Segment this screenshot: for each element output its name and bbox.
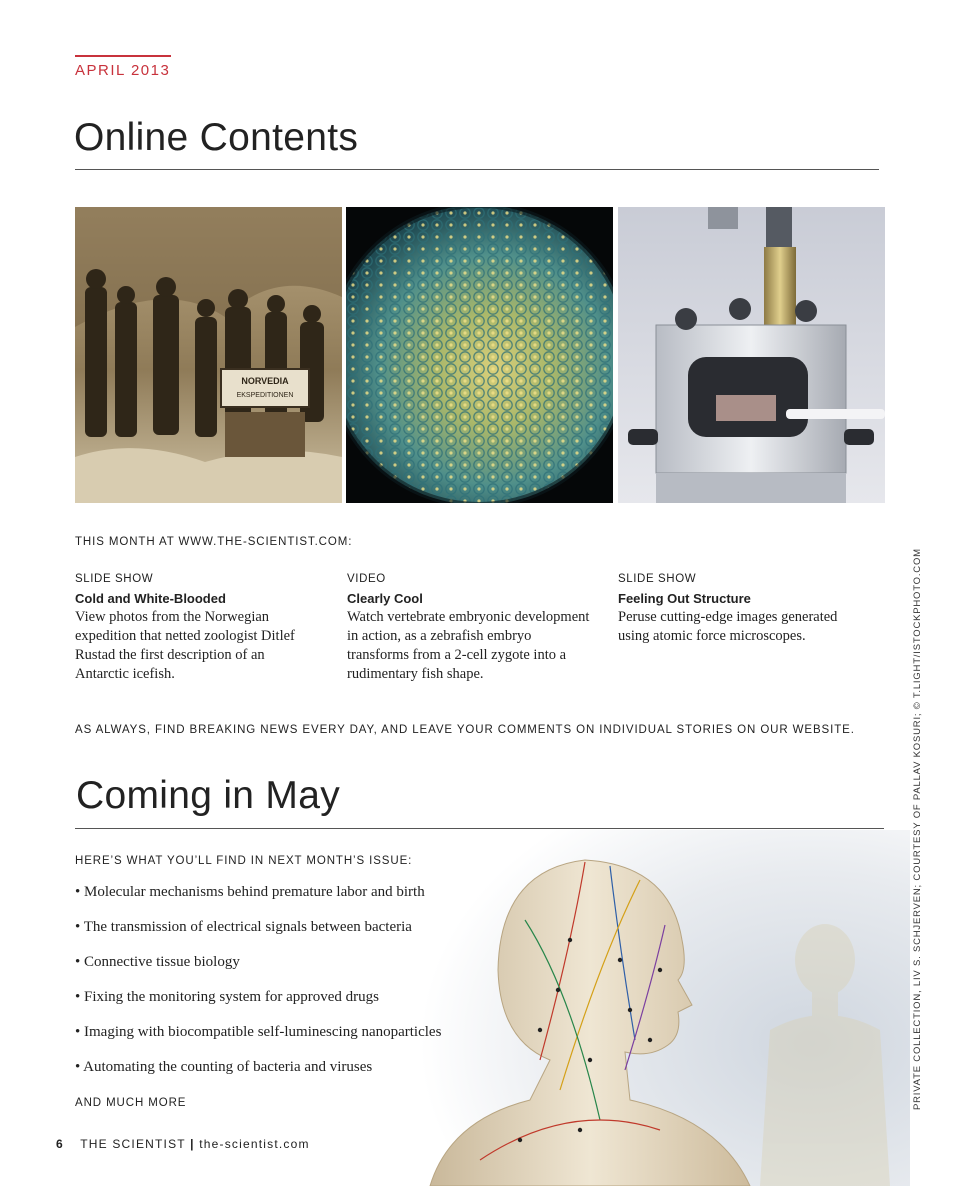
item-title[interactable]: Clearly Cool	[347, 591, 423, 606]
item-kicker: VIDEO	[347, 573, 386, 585]
item-description: Peruse cutting-edge images generated using atomic force microscopes.	[618, 609, 838, 644]
bullet-item: • Automating the counting of bacteria and viruses	[75, 1059, 373, 1075]
page-title: Online Contents	[74, 116, 359, 159]
footer-separator: |	[190, 1137, 195, 1151]
issue-date: APRIL 2013	[75, 62, 171, 79]
page-footer	[56, 1137, 310, 1151]
acupuncture-mannequin-photo	[420, 830, 910, 1186]
bullet-item: • Connective tissue biology	[75, 954, 240, 970]
item-title[interactable]: Feeling Out Structure	[618, 591, 751, 606]
expedition-sign-line: NORVEDIA	[241, 376, 289, 386]
bullet-item: • Molecular mechanisms behind premature labor and birth	[75, 884, 425, 900]
zebrafish-embryo-photo	[346, 207, 613, 503]
microscope-illustration	[618, 207, 885, 503]
expedition-photo	[75, 207, 342, 503]
magazine-name: THE SCIENTIST	[80, 1137, 186, 1151]
item-kicker: SLIDE SHOW	[618, 573, 697, 585]
page-number: 6	[56, 1137, 64, 1151]
item-description: View photos from the Norwegian expedition that netted zoologist Ditlef Rustad the first description of an Antarctic icefish.	[75, 609, 295, 682]
footer-website-link[interactable]: the-scientist.com	[199, 1137, 310, 1151]
online-item-cold-and-white-blooded[interactable]	[75, 573, 320, 684]
coming-intro: HERE’S WHAT YOU’LL FIND IN NEXT MONTH’S ISSUE:	[75, 855, 413, 867]
atomic-force-microscope-photo	[618, 207, 885, 503]
item-description: Watch vertebrate embryonic development in action, as a zebrafish embryo transforms from a 2-cell zygote into a rudimentary fish shape.	[347, 609, 590, 682]
bullet-item: • Imaging with biocompatible self-luminescing nanoparticles	[75, 1024, 442, 1040]
mannequin-illustration	[420, 830, 910, 1186]
item-kicker: SLIDE SHOW	[75, 573, 154, 585]
online-item-feeling-out-structure[interactable]	[618, 573, 863, 646]
bullet-item: • Fixing the monitoring system for approved drugs	[75, 989, 379, 1005]
bullet-item: • The transmission of electrical signals between bacteria	[75, 919, 412, 935]
photo-credit: PRIVATE COLLECTION, LIV S. SCHJERVEN; COURTESY OF PALLAV KOSURI; © T.LIGHT/ISTOCKPHOTO.COM	[912, 548, 923, 1110]
online-intro: THIS MONTH AT WWW.THE-SCIENTIST.COM:	[75, 536, 353, 548]
coming-title: Coming in May	[76, 774, 340, 817]
always-note: AS ALWAYS, FIND BREAKING NEWS EVERY DAY, AND LEAVE YOUR COMMENTS ON INDIVIDUAL STORIES ON OUR WEBSITE.	[75, 724, 855, 736]
issue-date-rule	[75, 55, 171, 57]
item-title[interactable]: Cold and White-Blooded	[75, 591, 226, 606]
expedition-photo-illustration	[75, 207, 342, 503]
zebrafish-embryo-illustration	[346, 207, 613, 503]
coming-divider	[75, 828, 884, 829]
and-much-more: AND MUCH MORE	[75, 1097, 187, 1109]
title-divider	[75, 169, 879, 170]
online-item-clearly-cool[interactable]	[347, 573, 592, 684]
expedition-sign-line: EKSPEDITIONEN	[236, 392, 294, 399]
